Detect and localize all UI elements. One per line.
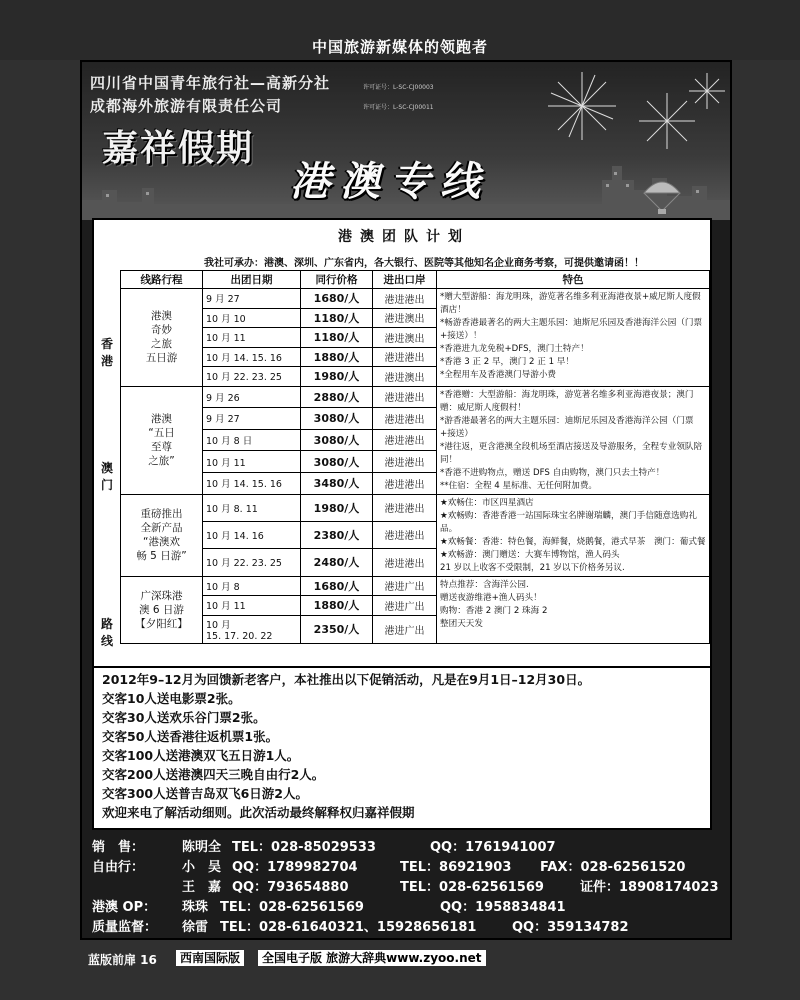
price-cell: 1880/人 [301,596,373,616]
line-title: 港澳专线 [290,158,490,205]
port-cell: 港进广出 [373,615,437,643]
route-cell: 港澳 “五日 至尊 之旅” [121,386,203,494]
port-cell: 港进港出 [373,451,437,473]
date-cell: 10 月 10 [203,308,301,328]
table-row [121,576,710,596]
port-cell: 港进澳出 [373,308,437,328]
feature-line: ★欢畅住：市区四星酒店 [440,497,534,508]
header-route: 线路行程 [121,271,203,289]
header-price: 同行价格 [301,271,373,289]
contact-row-free-2 [92,876,732,894]
op-name: 珠珠 [182,900,209,915]
feature-line: *畅游香港最著名的两大主题乐园：迪斯尼乐园及香港海洋公园（门票+接送）！ [440,318,703,341]
price-cell: 1680/人 [301,576,373,596]
banner [82,62,732,220]
price-cell: 2380/人 [301,521,373,548]
date-cell: 10 月 11 [203,596,301,616]
free-name-1: 小 吴 [182,860,222,875]
price-cell: 3080/人 [301,408,373,430]
feature-line: *游香港最著名的两大主题乐园：迪斯尼乐园及香港海洋公园（门票+接送） [440,415,694,439]
sales-label: 销 售： [92,840,145,855]
feature-line: *赠大型游船：海龙明珠，游览著名维多利亚海港夜景+威尼斯人度假酒店！ [440,292,701,315]
qc-name: 徐雷 [182,920,209,935]
op-label: 港澳 OP： [92,900,157,915]
price-cell: 1180/人 [301,308,373,328]
date-cell: 10 月 8. 11 [203,494,301,521]
price-cell: 2880/人 [301,386,373,408]
contact-row-sales [92,836,732,854]
promo-item: 交客10人送电影票2张。 [102,691,241,706]
agency-name-2: 成都海外旅游有限责任公司 [90,97,283,115]
price-cell: 1980/人 [301,494,373,521]
brand-title: 嘉祥假期 [102,128,255,169]
feature-line: 21 岁以上收客不受限制，21 岁以下价格务另议. [440,562,625,573]
free-label: 自由行： [92,860,145,875]
feature-line: *香港 3 正 2 早，澳门 2 正 1 早！ [440,357,574,367]
date-cell: 10 月 22. 23. 25 [203,367,301,387]
feature-line: *香港赠：大型游船：海龙明珠，游览著名维多利亚海港夜景；澳门赠：威尼斯人度假村！ [440,389,694,413]
date-cell: 10 月 14. 16 [203,521,301,548]
date-cell: 9 月 27 [203,289,301,309]
feature-line: *香港进九龙免税+DFS，澳门土特产！ [440,344,589,354]
header-date: 出团日期 [203,271,301,289]
port-cell: 港进广出 [373,596,437,616]
region-route-label: 路线 [100,617,113,648]
feature-line: 购物：香港 2 澳门 2 珠海 2 [440,605,548,616]
region-hongkong [94,336,120,380]
date-cell: 10 月 22. 23. 25 [203,549,301,576]
op-qq: QQ：1958834841 [440,900,566,915]
top-strip [0,0,800,60]
free-tel-2: TEL：028-62561569 [400,880,544,895]
price-cell: 3080/人 [301,429,373,451]
price-cell: 3080/人 [301,451,373,473]
price-cell: 1880/人 [301,347,373,367]
date-cell: 10 月 15. 17. 20. 22 [203,615,301,643]
feature-line: 赠送夜游维港+渔人码头！ [440,592,542,603]
price-cell: 2350/人 [301,615,373,643]
feature-line: 特点推荐：含海洋公园. [440,579,529,590]
contacts-block [92,834,732,934]
promo-item: 交客50人送香港往返机票1张。 [102,729,279,744]
port-cell: 港进澳出 [373,328,437,348]
feature-line: *全程用车及香港澳门导游小费 [440,370,557,380]
date-cell: 9 月 26 [203,386,301,408]
region-macau-label: 澳门 [100,461,113,492]
port-cell: 港进港出 [373,549,437,576]
footer [80,948,732,970]
date-cell: 10 月 14. 15. 16 [203,347,301,367]
date-cell: 10 月 11 [203,451,301,473]
feature-line: *港往返，更含港澳全段机场至酒店接送及导游服务，全程专业领队陪同！ [440,441,703,465]
port-cell: 港进港出 [373,289,437,309]
promo-item: 交客300人送普吉岛双飞6日游2人。 [102,786,308,801]
contact-row-free-1 [92,856,732,874]
itinerary-table [120,270,710,644]
sales-tel: TEL：028-85029533 [232,840,376,855]
feature-line: ★欢畅购：香港香港一站国际珠宝名牌谢瑞麟，澳门手信随意选购礼品。 [440,510,697,534]
date-cell: 10 月 8 日 [203,429,301,451]
free-tel-1: TEL：86921903 [400,860,512,875]
free-name-2: 王 嘉 [182,880,222,895]
sales-qq: QQ：1761941007 [430,840,556,855]
free-qq-1: QQ：1789982704 [232,860,358,875]
port-cell: 港进港出 [373,494,437,521]
route-cell: 港澳 奇妙 之旅 五日游 [121,289,203,387]
op-tel: TEL：028-62561569 [220,900,364,915]
features-cell [437,494,710,576]
features-cell [437,289,710,387]
port-cell: 港进港出 [373,429,437,451]
table-row [121,494,710,521]
contact-row-op [92,896,732,914]
port-cell: 港进广出 [373,576,437,596]
table-row [121,289,710,309]
promotion-box [92,666,712,830]
port-cell: 港进港出 [373,472,437,494]
free-id: 证件：18908174023 [580,880,719,895]
feature-line: ★欢畅游：澳门赠送：大赛车博物馆，渔人码头 [440,549,620,560]
price-cell: 2480/人 [301,549,373,576]
promo-item: 交客100人送港澳双飞五日游1人。 [102,748,300,763]
port-cell: 港进港出 [373,386,437,408]
promo-item: 交客30人送欢乐谷门票2张。 [102,710,266,725]
parachute-icon [642,177,682,215]
price-cell: 3480/人 [301,472,373,494]
contact-row-qc [92,916,732,934]
region-macau [94,460,120,504]
feature-line: *香港不进购物点，赠送 DFS 自由购物，澳门只去土特产！ [440,467,665,478]
license-number-2: 许可证号：L-SC-CJ00011 [363,104,434,111]
features-cell [437,386,710,494]
sales-name: 陈明全 [182,840,222,855]
features-cell [437,576,710,643]
feature-line: 整团天天发 [440,618,483,629]
feature-line: ★欢畅餐：香港：特色餐，海鲜餐，烧鹅餐，港式早茶 澳门：葡式餐 [440,536,706,547]
region-route [94,616,120,660]
footer-website: 全国电子版 旅游大辞典www.zyoo.net [258,950,486,966]
plan-table-box [92,218,712,698]
qc-label: 质量监督： [92,920,158,935]
plan-intro: 我社可承办：港澳、深圳、广东省内，各大银行、医院等其他知名企业商务考察，可提供邀请函！！ [204,258,644,269]
port-cell: 港进澳出 [373,367,437,387]
footer-page-label: 蓝版前扉 16 [88,953,157,967]
port-cell: 港进港出 [373,408,437,430]
qc-qq: QQ：359134782 [512,920,629,935]
free-qq-2: QQ：793654880 [232,880,349,895]
table-row [121,386,710,408]
port-cell: 港进港出 [373,347,437,367]
region-hongkong-label: 香港 [100,337,113,368]
price-cell: 1180/人 [301,328,373,348]
plan-title: 港澳团队计划 [338,229,470,245]
route-cell: 广深珠港 澳 6 日游 【夕阳红】 [121,576,203,643]
slogan: 中国旅游新媒体的领跑者 [311,38,488,56]
table-header-row [121,271,710,289]
date-cell: 10 月 8 [203,576,301,596]
promo-item: 交客200人送港澳四天三晚自由行2人。 [102,767,325,782]
header-features: 特色 [437,271,710,289]
ad-frame [80,60,732,940]
promo-intro: 2012年9–12月为回馈新老客户，本社推出以下促销活动，凡是在9月1日–12月30日。 [102,672,591,687]
agency-name-1: 四川省中国青年旅行社—高新分社 [90,74,331,92]
feature-line: **住宿：全程 4 星标准、无任何附加费。 [440,480,598,491]
promo-item: 欢迎来电了解活动细则。此次活动最终解释权归嘉祥假期 [102,805,415,820]
free-fax: FAX：028-62561520 [540,860,686,875]
qc-tel: TEL：028-61640321、15928656181 [220,920,477,935]
date-cell: 10 月 11 [203,328,301,348]
header-port: 进出口岸 [373,271,437,289]
footer-edition: 西南国际版 [176,950,244,966]
price-cell: 1980/人 [301,367,373,387]
date-cell: 9 月 27 [203,408,301,430]
price-cell: 1680/人 [301,289,373,309]
date-cell: 10 月 14. 15. 16 [203,472,301,494]
port-cell: 港进港出 [373,521,437,548]
license-number-1: 许可证号：L-SC-CJ00003 [363,84,434,91]
route-cell: 重磅推出 全新产品 “港澳欢 畅 5 日游” [121,494,203,576]
table-body [121,289,710,644]
